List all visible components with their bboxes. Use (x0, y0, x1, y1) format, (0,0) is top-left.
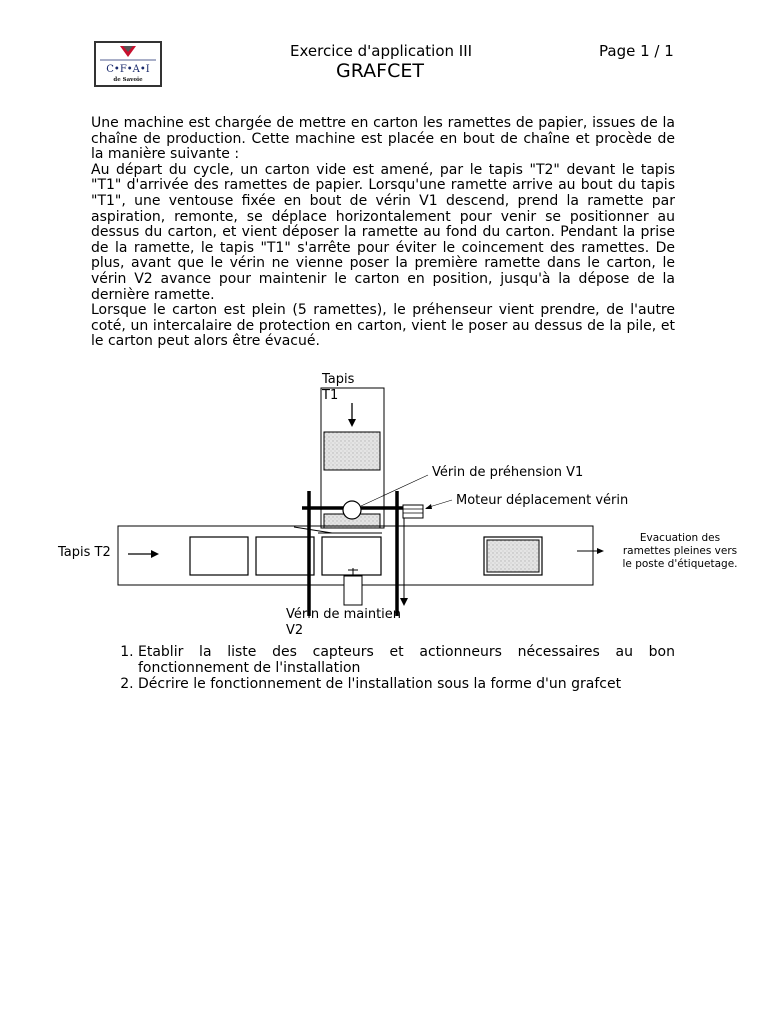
moteur-label: Moteur déplacement vérin (456, 493, 629, 508)
intro-paragraph-1: Une machine est chargée de mettre en carton les ramettes de papier, issues de la chaîne de production. Cette machine est placée en bout de chaîne et procède de la manière suivante : (91, 115, 675, 163)
machine-diagram (55, 368, 755, 638)
motor-box (403, 505, 423, 518)
tapis-t1-label-line1: Tapis (322, 372, 355, 387)
evacuation-arrow-head (597, 548, 604, 554)
carton-full-contents (487, 540, 539, 572)
carton-empty-2 (256, 537, 314, 575)
t2-arrow-head (151, 550, 159, 558)
logo-letters: C•F•A•I (106, 64, 150, 75)
cfai-logo-graphic (96, 43, 160, 85)
evacuation-label-line3: le poste d'étiquetage. (622, 558, 738, 570)
logo-subtitle: de Savoie (113, 77, 143, 83)
vertical-travel-arrow (400, 598, 408, 606)
question-list (91, 645, 675, 694)
carton-empty-1 (190, 537, 248, 575)
verin-v2-label-line1: Vérin de maintien (286, 607, 402, 622)
exercise-subtitle: Exercice d'application III (290, 42, 473, 60)
question-2: 2. Décrire le fonctionnement de l'installation sous la forme d'un grafcet (138, 677, 675, 693)
problem-statement (91, 116, 675, 350)
suction-cup-v1 (343, 501, 361, 519)
verin-v2-label-line2: V2 (286, 623, 304, 638)
verin-v1-label: Vérin de préhension V1 (432, 465, 584, 480)
ramette-on-t1 (324, 432, 380, 470)
evacuation-label-line1: Evacuation des (639, 532, 721, 544)
page-title: GRAFCET (336, 60, 424, 82)
cfai-logo (94, 41, 162, 87)
tapis-t1-label-line2: T1 (322, 388, 339, 403)
intro-paragraph-2: Au départ du cycle, un carton vide est amené, par le tapis "T2" devant le tapis "T1" d'arrivée des ramettes de papier. Lorsqu'une ramette arrive au bout du tapis "T1", une ventouse fixée en bout de vérin V1 descend, prend la ramette par aspiration, remonte, se déplace horizontalement pour venir se positionner au dessus du carton, et vient déposer la ramette au fond du carton. Pendant la prise de la ramette, le tapis "T1" s'arrête pour éviter le coincement des ramettes. De plus, avant que le vérin ne vienne poser la première ramette dans le carton, le vérin V2 avance pour maintenir le carton en position, jusqu'à la dépose de la dernière ramette. (91, 161, 675, 303)
evacuation-label-line2: ramettes pleines vers (622, 545, 738, 557)
tapis-t2-label: Tapis T2 (58, 545, 111, 560)
question-1: 1. Etablir la liste des capteurs et actionneurs nécessaires au bon fonctionnement de l'installation (138, 645, 675, 676)
callout-motor-arrow (425, 504, 432, 509)
verin-v2-body (344, 576, 362, 605)
intro-paragraph-3: Lorsque le carton est plein (5 ramettes), le préhenseur vient prendre, de l'autre coté, un intercalaire de protection en carton, vient le poser au dessus de la pile, et le carton peut alors être évacué. (91, 302, 675, 350)
carton-being-filled (322, 537, 381, 575)
machine-diagram-svg (55, 368, 755, 638)
page-number: Page 1 / 1 (599, 42, 674, 60)
